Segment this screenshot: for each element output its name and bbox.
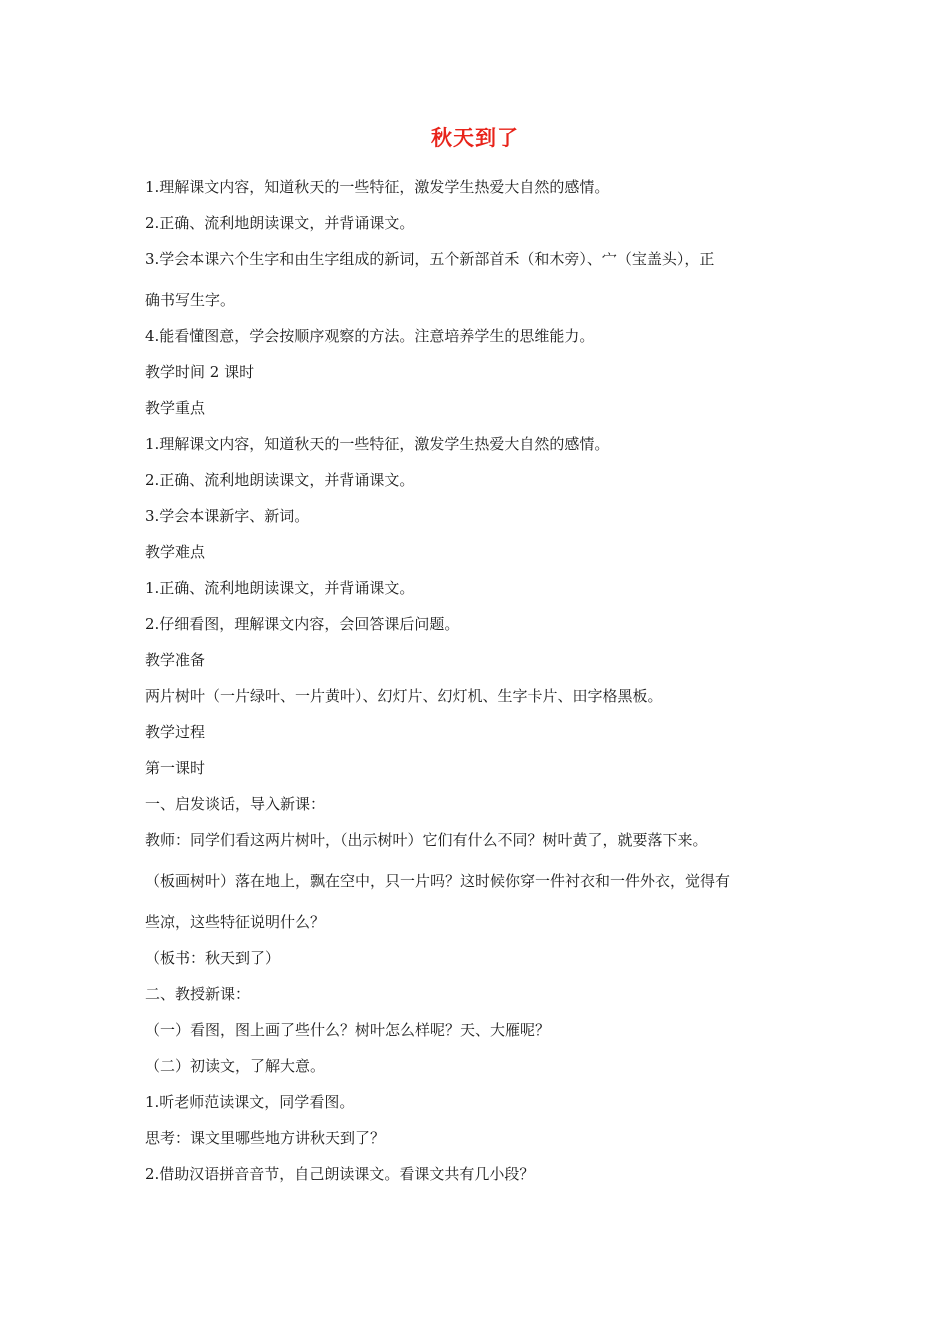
text-line: 二、教授新课： <box>145 985 251 1003</box>
text-line: 教师：同学们看这两片树叶，（出示树叶）它们有什么不同？树叶黄了，就要落下来。 <box>145 831 708 849</box>
section-heading: 教学难点 <box>145 543 206 561</box>
section-heading: 教学准备 <box>145 651 206 669</box>
text-line: 1.听老师范读课文，同学看图。 <box>145 1093 355 1111</box>
text-line: （板书：秋天到了） <box>145 949 281 967</box>
text-line: （一）看图，图上画了些什么？树叶怎么样呢？天、大雁呢？ <box>145 1021 551 1039</box>
text-line: 1.理解课文内容，知道秋天的一些特征，激发学生热爱大自然的感情。 <box>145 178 610 196</box>
text-line: 3.学会本课六个生字和由生字组成的新词，五个新部首禾（和木旁）、宀（宝盖头），正 <box>145 250 715 268</box>
text-line: 确书写生字。 <box>145 291 236 309</box>
text-line: 3.学会本课新字、新词。 <box>145 507 310 525</box>
text-line: 教学时间 2 课时 <box>145 363 255 381</box>
section-heading: 第一课时 <box>145 759 206 777</box>
text-line: （二）初读文，了解大意。 <box>145 1057 326 1075</box>
text-line: 思考：课文里哪些地方讲秋天到了？ <box>145 1129 386 1147</box>
text-line: 两片树叶（一片绿叶、一片黄叶）、幻灯片、幻灯机、生字卡片、田字格黑板。 <box>145 687 663 705</box>
text-line: 2.借助汉语拼音音节，自己朗读课文。看课文共有几小段？ <box>145 1165 535 1183</box>
document-title: 秋天到了 <box>431 126 519 150</box>
text-line: 1.正确、流利地朗读课文，并背诵课文。 <box>145 579 415 597</box>
text-line: 2.仔细看图，理解课文内容，会回答课后问题。 <box>145 615 460 633</box>
text-line: 一、启发谈话，导入新课： <box>145 795 326 813</box>
text-line: 2.正确、流利地朗读课文，并背诵课文。 <box>145 214 415 232</box>
text-line: 4.能看懂图意，学会按顺序观察的方法。注意培养学生的思维能力。 <box>145 327 595 345</box>
section-heading: 教学过程 <box>145 723 206 741</box>
text-line: 些凉，这些特征说明什么？ <box>145 913 326 931</box>
section-heading: 教学重点 <box>145 399 206 417</box>
text-line: （板画树叶）落在地上，飘在空中，只一片吗？这时候你穿一件衬衣和一件外衣，觉得有 <box>145 872 731 890</box>
text-line: 2.正确、流利地朗读课文，并背诵课文。 <box>145 471 415 489</box>
text-line: 1.理解课文内容，知道秋天的一些特征，激发学生热爱大自然的感情。 <box>145 435 610 453</box>
